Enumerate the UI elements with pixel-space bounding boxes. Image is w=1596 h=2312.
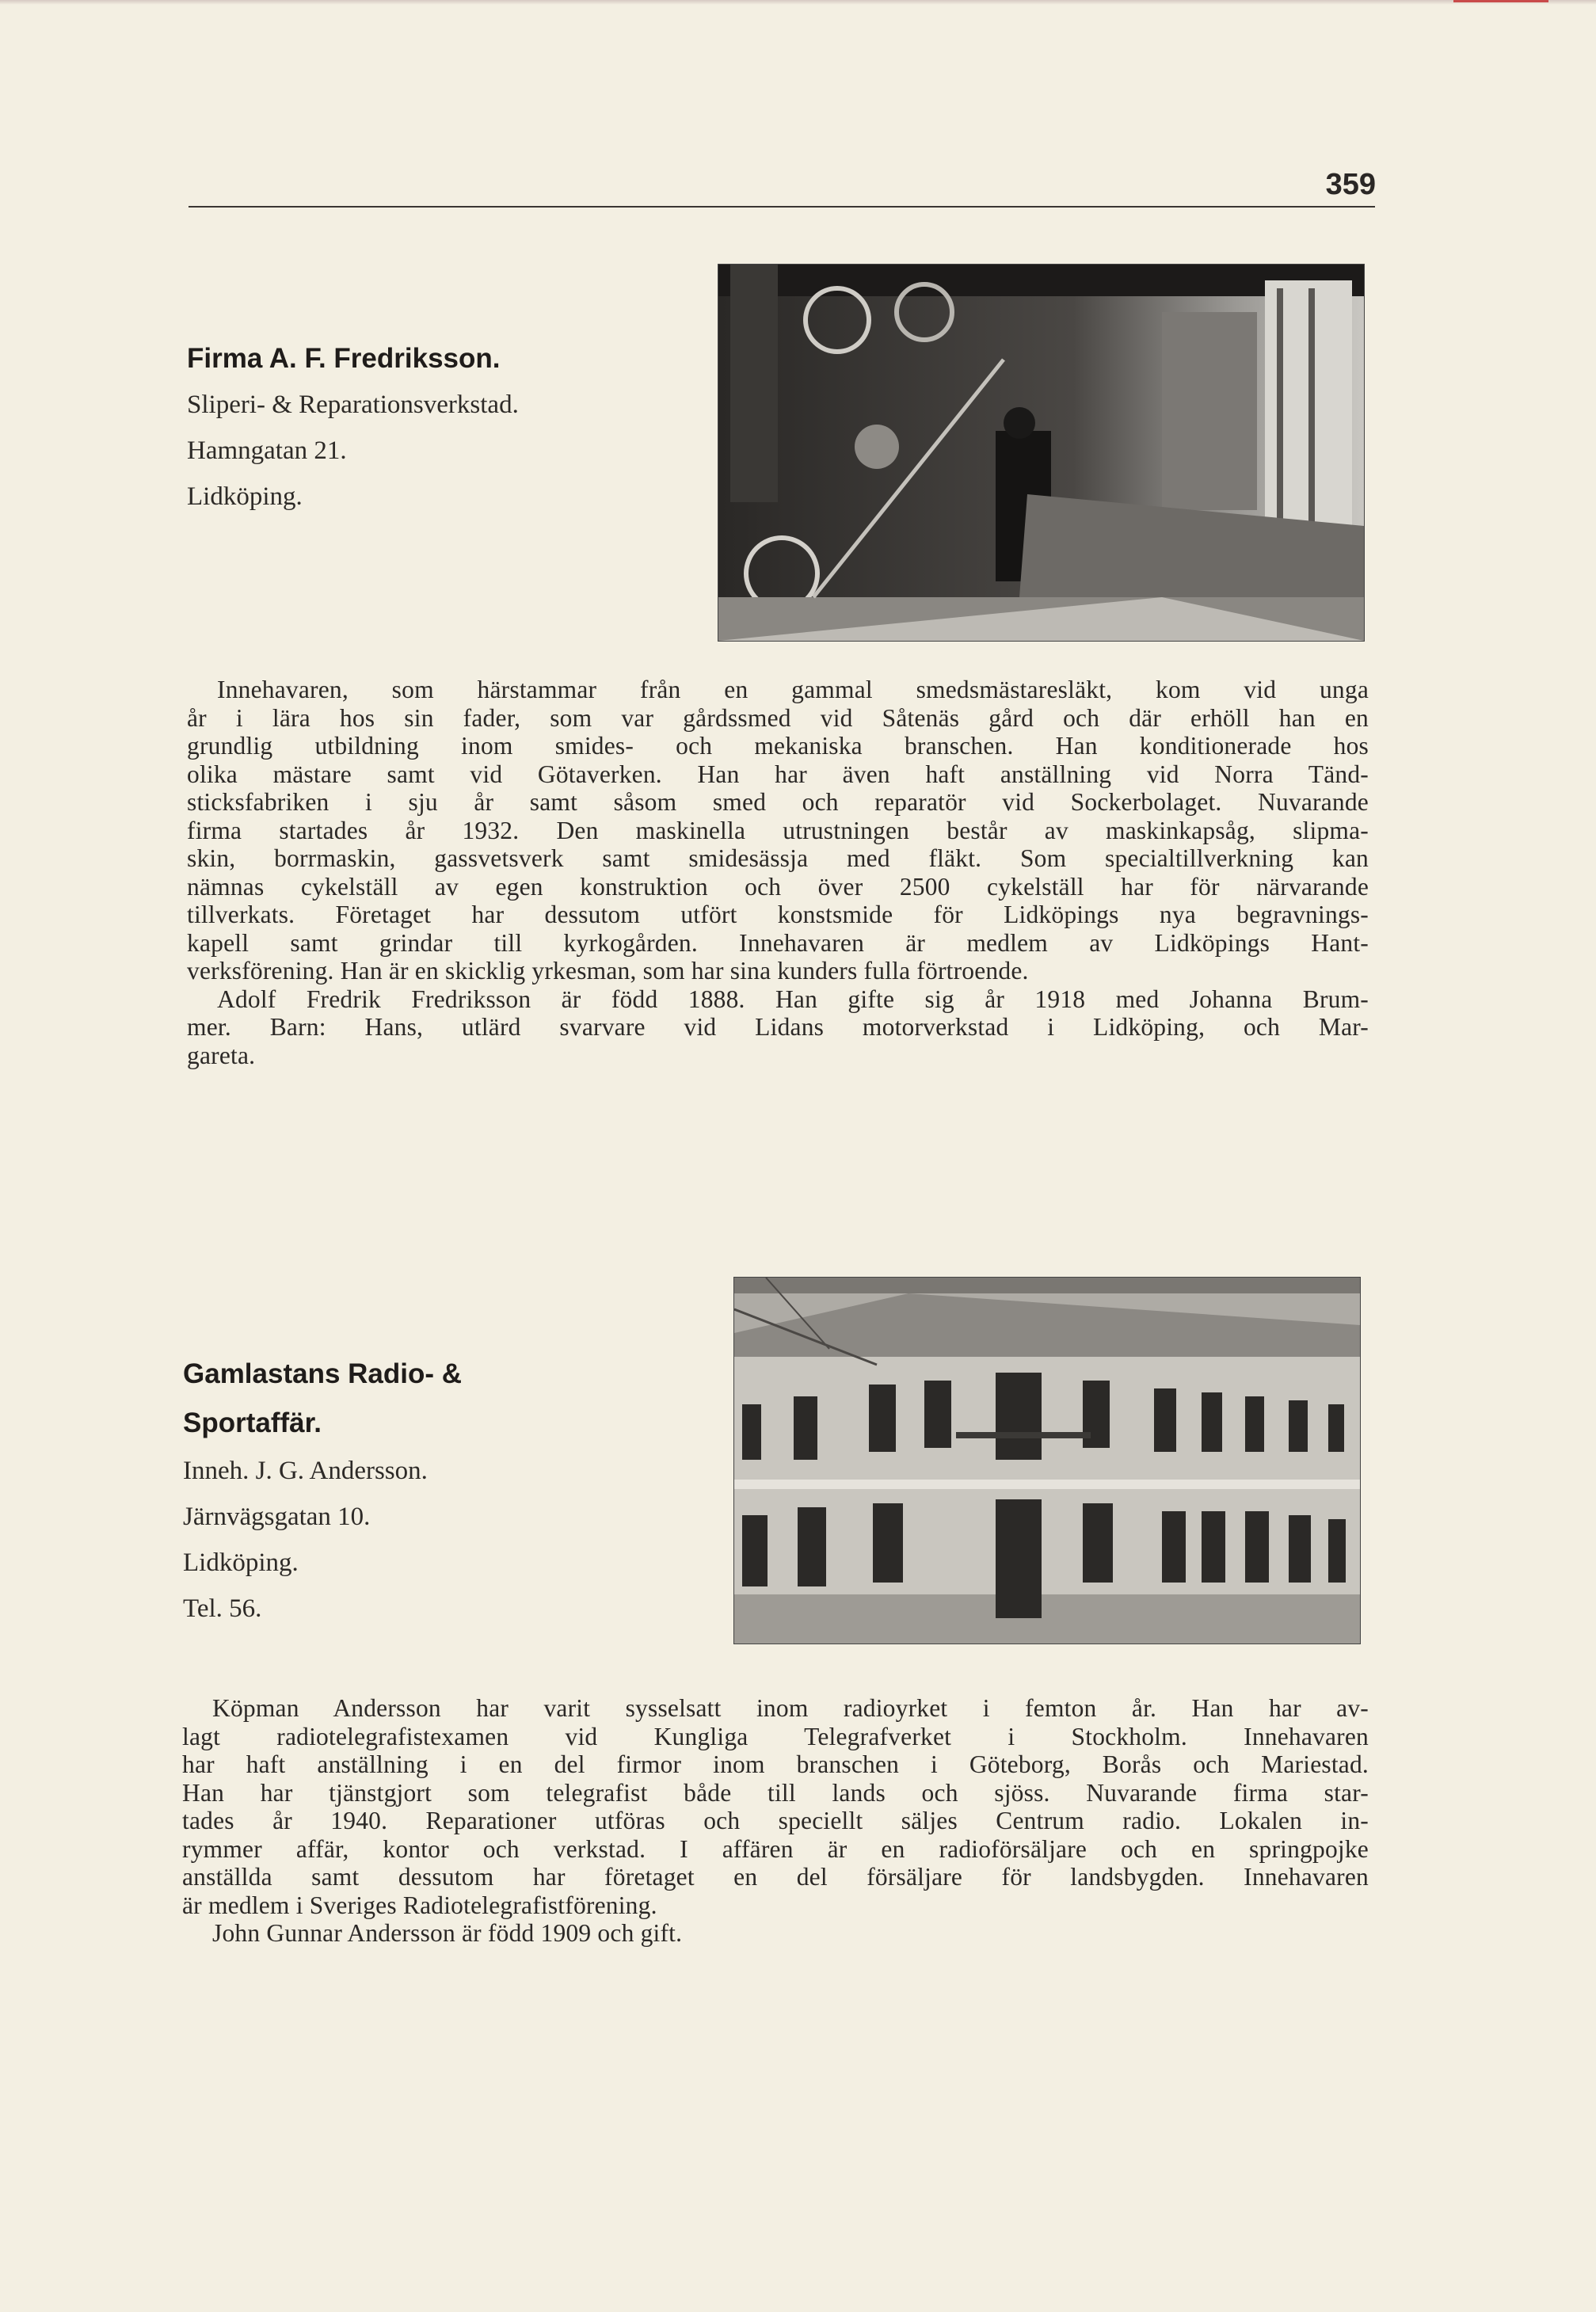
header-rule — [189, 206, 1375, 208]
entry-2-body-line: John Gunnar Andersson är född 1909 och gift. — [212, 1919, 683, 1947]
entry-1-body-line: sticksfabriken i sju år samt såsom smed och reparatör vid Sockerbolaget. Nuvarande — [187, 788, 1369, 816]
entry-1-body-line: olika mästare samt vid Götaverken. Han har även haft anställning vid Norra Tänd- — [187, 760, 1369, 788]
entry-1-header — [187, 336, 694, 520]
entry-2-name-line-2: Sportaffär. — [183, 1407, 322, 1438]
entry-1-name: Firma A. F. Fredriksson. — [187, 343, 501, 374]
entry-1-body-line: Adolf Fredrik Fredriksson är född 1888. Han gifte sig år 1918 med Johanna Brum- — [217, 985, 1369, 1013]
workshop-photo — [718, 264, 1365, 642]
entry-2-header — [183, 1350, 690, 1632]
entry-1-body-line: mer. Barn: Hans, utlärd svarvare vid Lidans motorverkstad i Lidköping, och Mar- — [187, 1013, 1369, 1041]
entry-1-body-line: Innehavaren, som härstammar från en gammal smedsmästaresläkt, kom vid unga — [217, 676, 1369, 703]
entry-2-line-4: Tel. 56. — [183, 1594, 262, 1623]
page-number: 359 — [1325, 168, 1376, 201]
entry-2-body-line: har haft anställning i en del firmor inom branschen i Göteborg, Borås och Mariestad. — [182, 1750, 1369, 1778]
entry-1-body-line: tillverkats. Företaget har dessutom utfört konstsmide för Lidköpings nya begravnings- — [187, 901, 1369, 928]
entry-2-body-line: lagt radiotelegrafistexamen vid Kungliga Telegrafverket i Stockholm. Innehavaren — [182, 1722, 1369, 1750]
entry-1-body-line: nämnas cykelställ av egen konstruktion och över 2500 cykelställ har för närvarande — [187, 872, 1369, 901]
entry-1-line-3: Lidköping. — [187, 482, 303, 511]
entry-1-body-line: skin, borrmaskin, gassvetsverk samt smidesässja med fläkt. Som specialtillverkning kan — [187, 844, 1369, 872]
entry-2-body — [182, 1694, 1369, 1948]
entry-2-body-line: tades år 1940. Reparationer utföras och speciellt säljes Centrum radio. Lokalen in- — [182, 1807, 1369, 1834]
entry-1-line-1: Sliperi- & Reparationsverkstad. — [187, 390, 519, 419]
entry-1-body-line: år i lära hos sin fader, som var gårdssmed vid Såtenäs gård och där erhöll han en — [187, 703, 1369, 732]
entry-1-line-2: Hamngatan 21. — [187, 436, 347, 465]
entry-2-body-line: Köpman Andersson har varit sysselsatt inom radioyrket i femton år. Han har av- — [212, 1694, 1369, 1722]
page-top-edge — [0, 0, 1596, 5]
red-edge-mark — [1453, 0, 1548, 2]
entry-2-name-line-1: Gamlastans Radio- & — [183, 1358, 463, 1389]
workshop-photo-icon — [718, 265, 1364, 641]
storefront-building-photo-icon — [734, 1278, 1360, 1644]
entry-2-body-line: Han har tjänstgjort som telegrafist både till lands och sjöss. Nuvarande firma star- — [182, 1778, 1369, 1807]
entry-1-body — [187, 676, 1369, 1069]
entry-1-body-line: grundlig utbildning inom smides- och mekaniska branschen. Han konditionerade hos — [187, 732, 1369, 760]
entry-1-body-line: firma startades år 1932. Den maskinella utrustningen består av maskinkapsåg, slipma- — [187, 816, 1369, 844]
entry-2-line-1: Inneh. J. G. Andersson. — [183, 1457, 428, 1485]
storefront-building-photo — [733, 1277, 1361, 1644]
entry-2-body-line: rymmer affär, kontor och verkstad. I affären är en radioförsäljare och en springpojke — [182, 1834, 1369, 1863]
entry-2-line-2: Järnvägsgatan 10. — [183, 1503, 371, 1531]
entry-2-body-line: är medlem i Sveriges Radiotelegrafistförening. — [182, 1891, 657, 1919]
entry-2-line-3: Lidköping. — [183, 1548, 299, 1577]
entry-1-body-line: kapell samt grindar till kyrkogården. Innehavaren är medlem av Lidköpings Hant- — [187, 928, 1369, 957]
entry-1-body-line: gareta. — [187, 1041, 256, 1069]
entry-2-body-line: anställda samt dessutom har företaget en del försäljare för landsbygden. Innehavaren — [182, 1863, 1369, 1891]
entry-1-body-line: verksförening. Han är en skicklig yrkesman, som har sina kunders fulla förtroende. — [187, 957, 1029, 985]
